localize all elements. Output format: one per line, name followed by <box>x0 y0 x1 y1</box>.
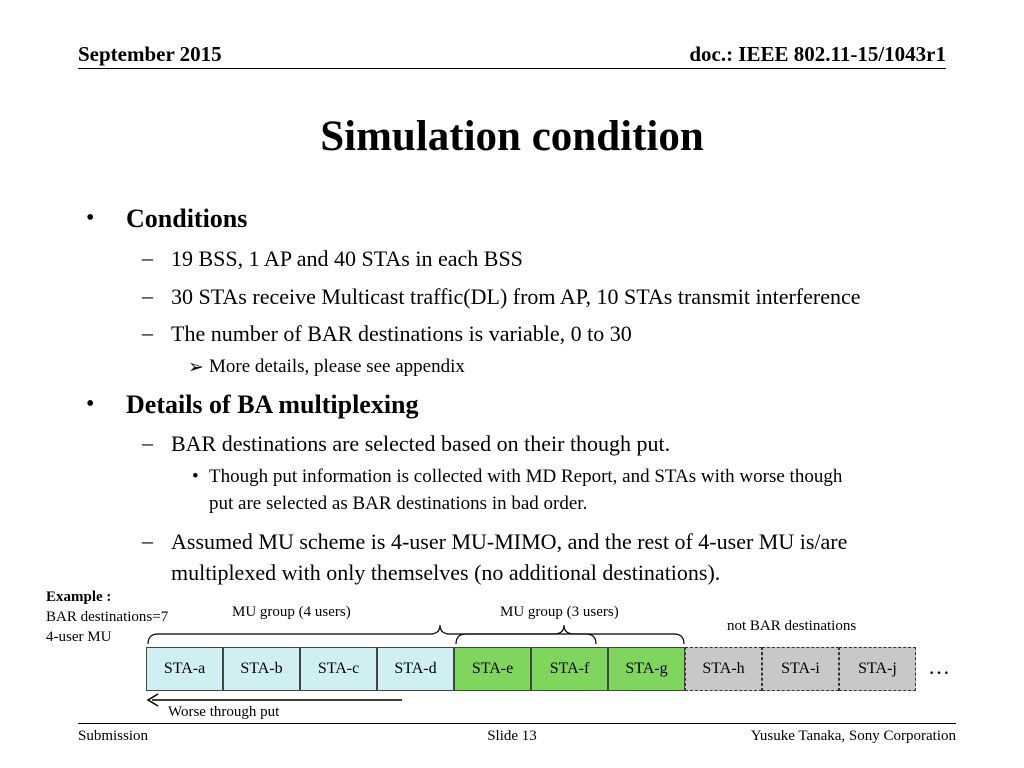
footer-submission: Submission <box>78 728 149 744</box>
group-braces <box>140 620 700 650</box>
footer-author: Yusuke Tanaka, Sony Corporation <box>750 728 956 744</box>
example-bar-destinations: BAR destinations=7 <box>46 609 169 625</box>
sta-cell: STA-a <box>146 647 223 691</box>
condition-item: 19 BSS, 1 AP and 40 STAs in each BSS <box>171 246 523 271</box>
sta-cell: STA-h <box>685 647 762 691</box>
dash-marker: – <box>142 528 153 553</box>
slide-title: Simulation condition <box>320 113 704 160</box>
sta-cell: STA-c <box>300 647 377 691</box>
group2-label: MU group (3 users) <box>500 604 619 620</box>
dash-marker: – <box>142 283 153 308</box>
not-bar-label: not BAR destinations <box>727 618 857 634</box>
bullet-marker: • <box>86 205 95 231</box>
header-doc-id: doc.: IEEE 802.11-15/1043r1 <box>689 42 946 66</box>
sta-cell: STA-e <box>454 647 531 691</box>
bullet-details: Details of BA multiplexing <box>126 390 419 419</box>
sta-cell: STA-i <box>762 647 839 691</box>
bullet-marker: • <box>192 466 199 487</box>
header-rule <box>78 68 946 69</box>
bullet-conditions: Conditions <box>126 204 248 233</box>
example-title: Example : <box>46 589 112 605</box>
ellipsis: … <box>928 654 950 679</box>
footer-rule <box>78 723 956 724</box>
details-item: BAR destinations are selected based on their though put. <box>171 431 671 456</box>
sta-cell: STA-b <box>223 647 300 691</box>
dash-marker: – <box>142 320 153 345</box>
header-date: September 2015 <box>78 42 222 66</box>
arrow-label: Worse through put <box>168 704 280 720</box>
condition-subitem: More details, please see appendix <box>209 356 465 377</box>
dash-marker: – <box>142 245 153 270</box>
details-subitem-line: put are selected as BAR destinations in bad order. <box>209 493 588 514</box>
sta-cell: STA-f <box>531 647 608 691</box>
details-subitem-line: Though put information is collected with MD Report, and STAs with worse though <box>209 466 843 487</box>
details-item: Assumed MU scheme is 4-user MU-MIMO, and the rest of 4-user MU is/are <box>171 529 848 554</box>
sta-row <box>146 647 916 691</box>
sta-cell: STA-d <box>377 647 454 691</box>
dash-marker: – <box>142 430 153 455</box>
footer-slide-number: Slide 13 <box>487 728 537 744</box>
example-mu-type: 4-user MU <box>46 629 112 645</box>
sta-cell: STA-g <box>608 647 685 691</box>
condition-item: 30 STAs receive Multicast traffic(DL) from AP, 10 STAs transmit interference <box>171 284 861 309</box>
arrow-bullet-icon: ➢ <box>188 357 204 378</box>
details-item: multiplexed with only themselves (no additional destinations). <box>171 560 721 585</box>
sta-cell: STA-j <box>839 647 916 691</box>
group1-label: MU group (4 users) <box>232 604 351 620</box>
bullet-marker: • <box>86 391 95 417</box>
condition-item: The number of BAR destinations is variable, 0 to 30 <box>171 321 632 346</box>
